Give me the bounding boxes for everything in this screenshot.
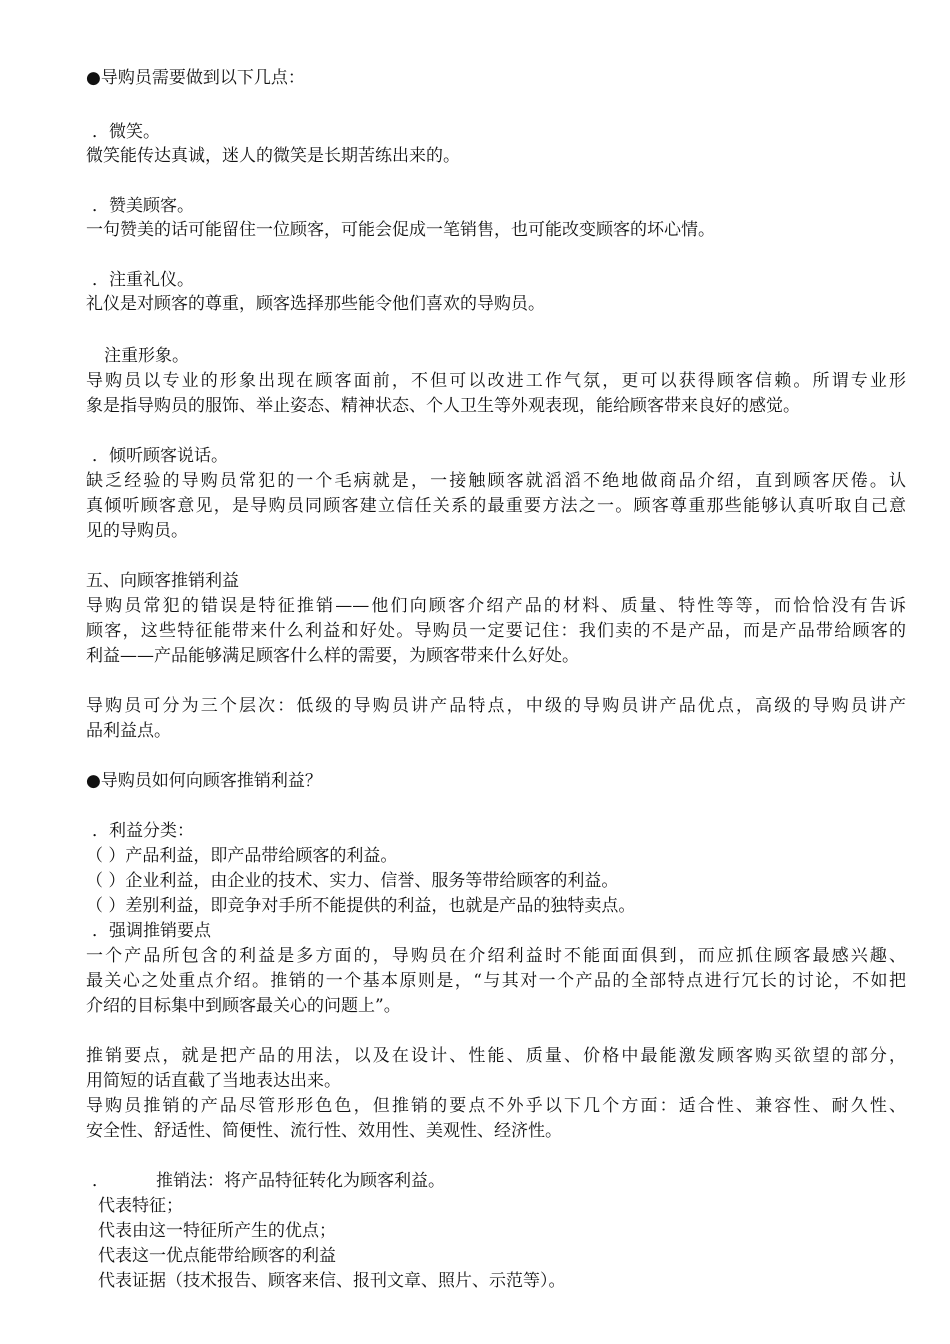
body-line: 见的导购员。 [86, 521, 188, 541]
sub-list-item: （ ）差别利益，即竞争对手所不能提供的利益，也就是产品的独特卖点。 [86, 896, 636, 916]
body-line: 利益——产品能够满足顾客什么样的需要，为顾客带来什么好处。 [86, 646, 579, 666]
body-line: 导购员可分为三个层次：低级的导购员讲产品特点，中级的导购员讲产品优点，高级的导购员讲产 [86, 696, 906, 716]
definition-line: 代表证据（技术报告、顾客来信、报刊文章、照片、示范等）。 [98, 1271, 566, 1291]
body-line: 顾客，这些特征能带来什么利益和好处。导购员一定要记住：我们卖的不是产品，而是产品带给顾客的 [86, 621, 906, 641]
body-line: 介绍的目标集中到顾客最关心的问题上”。 [86, 996, 401, 1016]
body-line: 导购员常犯的错误是特征推销——他们向顾客介绍产品的材料、质量、特性等等，而恰恰没有告诉 [86, 596, 906, 616]
definition-line: 代表由这一特征所产生的优点； [98, 1221, 336, 1241]
section-heading: 五、向顾客推销利益 [86, 571, 239, 591]
list-item-heading: ．微笑。 [92, 122, 160, 142]
list-item-heading: ．强调推销要点 [92, 921, 211, 941]
body-line: 用简短的话直截了当地表达出来。 [86, 1071, 341, 1091]
body-line: 微笑能传达真诚，迷人的微笑是长期苦练出来的。 [86, 146, 460, 166]
sub-list-item: （ ）产品利益，即产品带给顾客的利益。 [86, 846, 398, 866]
body-line: 真倾听顾客意见，是导购员同顾客建立信任关系的最重要方法之一。顾客尊重那些能够认真听取自己意 [86, 496, 906, 516]
sub-list-item: （ ）企业利益，由企业的技术、实力、信誉、服务等带给顾客的利益。 [86, 871, 619, 891]
definition-line: 代表特征； [98, 1196, 183, 1216]
list-item-heading: ．倾听顾客说话。 [92, 446, 228, 466]
body-line: 缺乏经验的导购员常犯的一个毛病就是，一接触顾客就滔滔不绝地做商品介绍，直到顾客厌倦。认 [86, 471, 906, 491]
body-line: 象是指导购员的服饰、举止姿态、精神状态、个人卫生等外观表现，能给顾客带来良好的感觉。 [86, 396, 800, 416]
list-item-marker: ． [92, 1171, 109, 1191]
body-line: 品利益点。 [86, 721, 171, 741]
bullet-heading: ●导购员需要做到以下几点： [86, 68, 305, 88]
body-line: 推销要点，就是把产品的用法，以及在设计、性能、质量、价格中最能激发顾客购买欲望的部分， [86, 1046, 906, 1066]
list-item-heading: ．利益分类： [92, 821, 194, 841]
body-line: 一句赞美的话可能留住一位顾客，可能会促成一笔销售，也可能改变顾客的坏心情。 [86, 220, 715, 240]
list-item-heading: ．赞美顾客。 [92, 196, 194, 216]
body-line: 导购员推销的产品尽管形形色色，但推销的要点不外乎以下几个方面：适合性、兼容性、耐久性、 [86, 1096, 906, 1116]
body-line: 安全性、舒适性、简便性、流行性、效用性、美观性、经济性。 [86, 1121, 562, 1141]
list-item-heading: 注重形象。 [104, 346, 189, 366]
list-item-heading: ．注重礼仪。 [92, 270, 194, 290]
bullet-heading: ●导购员如何向顾客推销利益？ [86, 771, 322, 791]
body-line: 礼仪是对顾客的尊重，顾客选择那些能令他们喜欢的导购员。 [86, 294, 545, 314]
list-item-heading: 推销法：将产品特征转化为顾客利益。 [156, 1171, 445, 1191]
body-line: 导购员以专业的形象出现在顾客面前，不但可以改进工作气氛，更可以获得顾客信赖。所谓专业形 [86, 371, 906, 391]
definition-line: 代表这一优点能带给顾客的利益 [98, 1246, 336, 1266]
body-line: 一个产品所包含的利益是多方面的，导购员在介绍利益时不能面面俱到，而应抓住顾客最感兴趣、 [86, 946, 906, 966]
body-line: 最关心之处重点介绍。推销的一个基本原则是，“与其对一个产品的全部特点进行冗长的讨论，不如把 [86, 971, 906, 991]
